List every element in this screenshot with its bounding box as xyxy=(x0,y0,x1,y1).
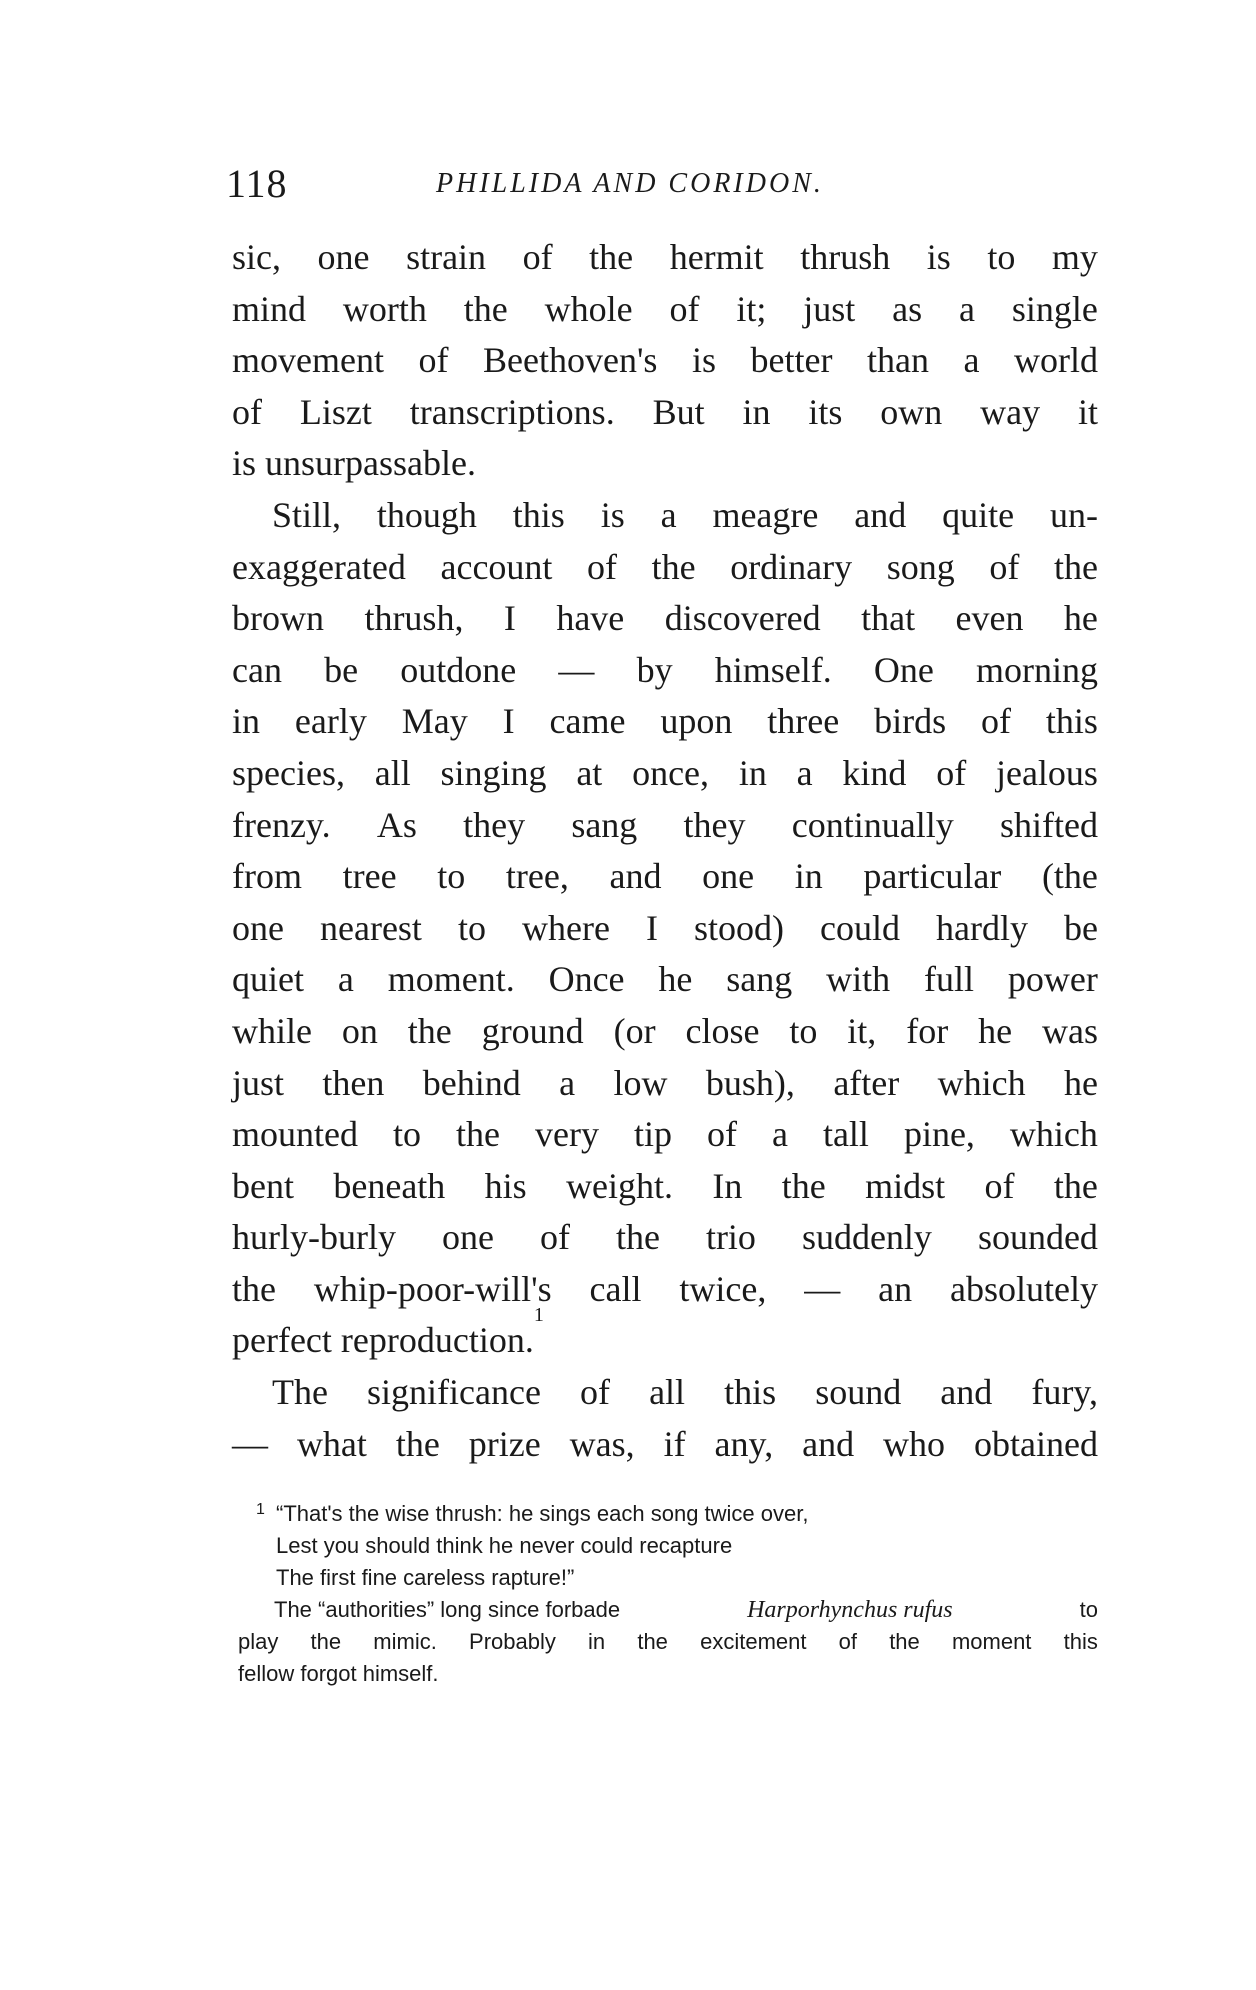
word: call xyxy=(589,1268,642,1309)
word: I xyxy=(645,907,658,948)
text-line xyxy=(232,645,1098,697)
footnote-verse-line xyxy=(238,1562,1098,1594)
word: discovered xyxy=(664,598,821,639)
word: one xyxy=(702,856,755,897)
word: tree xyxy=(342,856,397,897)
word: by xyxy=(636,649,673,690)
text-line: perfect reproduction. xyxy=(232,1320,534,1361)
word: the xyxy=(232,1268,276,1309)
word: the xyxy=(651,546,696,587)
text-line xyxy=(232,1212,1098,1264)
word: But xyxy=(652,391,705,432)
word: this xyxy=(1045,701,1098,742)
word: be xyxy=(324,649,359,690)
word: the xyxy=(310,1629,342,1654)
word: close xyxy=(685,1010,760,1051)
word: of xyxy=(539,1217,570,1258)
word: is xyxy=(691,340,716,381)
footnote-prose-line: fellow forgot himself. xyxy=(238,1661,439,1686)
word: nearest xyxy=(320,907,422,948)
word: Probably xyxy=(469,1629,556,1654)
word: Beethoven's xyxy=(483,340,658,381)
footnote-verse-line xyxy=(238,1498,1098,1530)
word: just xyxy=(232,1062,285,1103)
word: movement xyxy=(232,340,384,381)
word: — xyxy=(232,1423,268,1464)
page-number: 118 xyxy=(226,161,288,206)
word: way xyxy=(980,391,1041,432)
word: the xyxy=(463,288,508,329)
text-line xyxy=(232,954,1098,1006)
text-line xyxy=(232,1419,1098,1471)
word: worth xyxy=(342,288,427,329)
word: morning xyxy=(976,649,1098,690)
word: of xyxy=(580,1372,611,1413)
word: the xyxy=(1053,546,1098,587)
word: with xyxy=(826,959,891,1000)
word: fury, xyxy=(1031,1372,1098,1413)
footnote-prose-line xyxy=(238,1594,1098,1626)
word: jealous xyxy=(995,752,1098,793)
word: account xyxy=(440,546,553,587)
page-header xyxy=(226,160,1106,210)
word: he xyxy=(658,959,693,1000)
word: which xyxy=(1009,1114,1098,1155)
text-line: is unsurpassable. xyxy=(232,443,476,484)
word: he xyxy=(1064,1062,1098,1103)
word: meagre xyxy=(712,494,819,535)
word: obtained xyxy=(973,1423,1098,1464)
word: tree, xyxy=(505,856,569,897)
text-line xyxy=(232,1264,1098,1316)
word: trio xyxy=(705,1217,756,1258)
word: In xyxy=(712,1165,743,1206)
word: he xyxy=(1063,598,1098,639)
word: (or xyxy=(613,1010,656,1051)
word: mounted xyxy=(232,1114,358,1155)
word: of xyxy=(418,340,449,381)
word: bent xyxy=(232,1165,294,1206)
word: a xyxy=(559,1062,576,1103)
word: of xyxy=(980,701,1011,742)
footnote-verse-line xyxy=(238,1530,1098,1562)
word: sang xyxy=(726,959,793,1000)
word: mind xyxy=(232,288,307,329)
text-line xyxy=(232,232,1098,284)
word: kind xyxy=(842,752,907,793)
footnote-reference: 1 xyxy=(533,1304,544,1327)
word: one xyxy=(317,237,370,277)
word: could xyxy=(819,907,900,948)
word: of xyxy=(522,237,553,277)
word: mimic. xyxy=(373,1629,437,1654)
word: excitement xyxy=(700,1629,807,1654)
word: in xyxy=(588,1629,606,1654)
word: and xyxy=(802,1423,855,1464)
word: to xyxy=(392,1114,421,1155)
word: his xyxy=(484,1165,527,1206)
text-line xyxy=(232,800,1098,852)
word: quite xyxy=(942,494,1015,535)
word: of xyxy=(984,1165,1015,1206)
word: — xyxy=(558,649,595,690)
word: one xyxy=(232,907,284,948)
word: though xyxy=(376,494,477,535)
word: while xyxy=(232,1010,312,1051)
text-line xyxy=(232,1367,1098,1419)
word: behind xyxy=(422,1062,521,1103)
text-line xyxy=(232,1109,1098,1161)
word: continually xyxy=(791,804,954,845)
word: for xyxy=(906,1010,949,1051)
word: which xyxy=(937,1062,1026,1103)
word: species, xyxy=(232,752,345,793)
word: after xyxy=(833,1062,900,1103)
word: be xyxy=(1063,907,1098,948)
footnote-verse-text: The first fine careless rapture!” xyxy=(276,1565,575,1590)
word: tall xyxy=(822,1114,869,1155)
word: to xyxy=(987,237,1016,277)
word: absolutely xyxy=(950,1268,1098,1309)
word: of xyxy=(989,546,1020,587)
word: single xyxy=(1011,288,1098,329)
word: if xyxy=(663,1423,686,1464)
word: play xyxy=(238,1629,279,1654)
word: this xyxy=(512,494,565,535)
word: very xyxy=(534,1114,599,1155)
word: at xyxy=(576,752,603,793)
word: moment xyxy=(951,1629,1032,1654)
word: ground xyxy=(481,1010,584,1051)
word: was xyxy=(1041,1010,1098,1051)
running-title: PHILLIDA AND CORIDON. xyxy=(436,168,824,199)
word: pine, xyxy=(903,1114,975,1155)
word: shifted xyxy=(999,804,1098,845)
text-line xyxy=(232,748,1098,800)
word: better xyxy=(750,340,833,381)
text-line xyxy=(232,1006,1098,1058)
word: of xyxy=(232,391,262,432)
word: One xyxy=(873,649,934,690)
word: the xyxy=(407,1010,452,1051)
word: particular xyxy=(863,856,1002,897)
word: himself. xyxy=(714,649,832,690)
word: an xyxy=(878,1268,913,1309)
word: of xyxy=(587,546,618,587)
word: weight. xyxy=(566,1165,674,1206)
word: he xyxy=(978,1010,1013,1051)
word: the xyxy=(889,1629,920,1654)
word: just xyxy=(803,288,856,329)
text-line xyxy=(232,284,1098,336)
word: it; xyxy=(736,288,767,329)
word: the xyxy=(637,1629,668,1654)
word: outdone xyxy=(400,649,517,690)
word: own xyxy=(880,391,943,432)
text-line xyxy=(232,490,1098,542)
word: they xyxy=(463,804,526,845)
word: all xyxy=(374,752,411,793)
word: power xyxy=(1007,959,1098,1000)
word: can xyxy=(232,649,282,690)
word: what xyxy=(296,1423,367,1464)
word: in xyxy=(742,391,771,432)
word: I xyxy=(502,701,515,742)
word: to xyxy=(457,907,486,948)
word: thrush, xyxy=(364,598,464,639)
word: it xyxy=(1077,391,1098,432)
text-line xyxy=(232,387,1098,439)
word: a xyxy=(660,494,677,535)
word: have xyxy=(556,598,625,639)
word: was, xyxy=(569,1423,635,1464)
word: upon xyxy=(660,701,733,742)
text-line xyxy=(232,696,1098,748)
word: ordinary xyxy=(730,546,853,587)
word: early xyxy=(294,701,367,742)
word: on xyxy=(341,1010,378,1051)
word: of xyxy=(669,288,700,329)
text-line xyxy=(232,542,1098,594)
word: even xyxy=(955,598,1024,639)
word: frenzy. xyxy=(232,804,331,845)
word: quiet xyxy=(232,959,304,1000)
word: whole xyxy=(544,288,633,329)
word: hurly-burly xyxy=(232,1217,396,1258)
text-line xyxy=(232,1161,1098,1213)
word: significance xyxy=(367,1372,541,1413)
word: singing xyxy=(440,752,547,793)
word: May xyxy=(401,701,468,742)
footnote-prose-text: The “authorities” long since forbade xyxy=(274,1597,621,1622)
word: Still, xyxy=(272,494,342,535)
word: I xyxy=(503,598,516,639)
word: exaggerated xyxy=(232,546,406,587)
footnote-verse-text: “That's the wise thrush: he sings each song twice over, xyxy=(276,1501,809,1526)
word: brown xyxy=(232,598,324,639)
word: a xyxy=(963,340,980,381)
footnote-prose-text: to xyxy=(1079,1597,1098,1622)
word: and xyxy=(854,494,907,535)
word: in xyxy=(738,752,767,793)
word: from xyxy=(232,856,302,897)
word: than xyxy=(866,340,929,381)
word: of xyxy=(936,752,967,793)
text-line-with-footnote-ref xyxy=(232,1304,1098,1367)
word: beneath xyxy=(333,1165,446,1206)
word: un- xyxy=(1049,494,1098,535)
text-line xyxy=(232,851,1098,903)
word: in xyxy=(794,856,823,897)
word: sounded xyxy=(977,1217,1098,1258)
word: moment. xyxy=(387,959,515,1000)
word: midst xyxy=(865,1165,946,1206)
word: whip-poor-will's xyxy=(313,1268,552,1309)
word: one xyxy=(441,1217,494,1258)
word: and xyxy=(940,1372,993,1413)
text-line xyxy=(232,335,1098,387)
word: sang xyxy=(571,804,638,845)
text-line xyxy=(232,593,1098,645)
word: twice, xyxy=(679,1268,767,1309)
word: to xyxy=(437,856,466,897)
word: suddenly xyxy=(801,1217,932,1258)
word: the xyxy=(395,1423,440,1464)
word: low xyxy=(613,1062,668,1103)
word: it, xyxy=(847,1010,877,1051)
word: full xyxy=(924,959,975,1000)
word: as xyxy=(892,288,923,329)
word: then xyxy=(322,1062,385,1103)
word: once, xyxy=(632,752,710,793)
word: this xyxy=(1063,1629,1098,1654)
word: sic, xyxy=(232,237,281,277)
word: the xyxy=(456,1114,500,1155)
word: The xyxy=(272,1372,328,1413)
word: sound xyxy=(815,1372,902,1413)
word: of xyxy=(838,1629,858,1654)
word: stood) xyxy=(693,907,784,948)
word: that xyxy=(861,598,916,639)
word: (the xyxy=(1041,856,1098,897)
word: came xyxy=(549,701,626,742)
species-name: Harporhynchus rufus xyxy=(747,1597,953,1623)
word: and xyxy=(609,856,662,897)
footnote-prose-line xyxy=(238,1626,1098,1658)
word: the xyxy=(589,237,634,277)
word: Liszt xyxy=(299,391,372,432)
word: the xyxy=(781,1165,826,1206)
word: this xyxy=(724,1372,777,1413)
word: a xyxy=(337,959,354,1000)
text-line xyxy=(232,1058,1098,1110)
word: all xyxy=(649,1372,686,1413)
body-text xyxy=(232,232,1098,1470)
word: hermit xyxy=(669,237,764,277)
word: a xyxy=(959,288,975,329)
word: is xyxy=(926,237,951,277)
word: tip xyxy=(633,1114,672,1155)
word: the xyxy=(615,1217,660,1258)
word: bush), xyxy=(705,1062,795,1103)
word: As xyxy=(376,804,417,845)
word: to xyxy=(789,1010,818,1051)
word: a xyxy=(771,1114,788,1155)
footnote xyxy=(238,1498,1098,1690)
word: thrush xyxy=(800,237,891,277)
word: they xyxy=(683,804,746,845)
text-line xyxy=(232,903,1098,955)
word: strain xyxy=(406,237,487,277)
word: Once xyxy=(548,959,625,1000)
word: its xyxy=(808,391,843,432)
word: world xyxy=(1013,340,1098,381)
footnote-verse-text: Lest you should think he never could recapture xyxy=(276,1533,733,1558)
word: in xyxy=(232,701,261,742)
word: of xyxy=(706,1114,737,1155)
word: prize xyxy=(468,1423,541,1464)
word: the xyxy=(1053,1165,1098,1206)
word: is xyxy=(600,494,625,535)
word: hardly xyxy=(935,907,1028,948)
footnote-marker: 1 xyxy=(256,1501,265,1518)
word: — xyxy=(804,1268,841,1309)
word: my xyxy=(1051,237,1098,277)
word: where xyxy=(521,907,610,948)
word: a xyxy=(796,752,813,793)
word: birds xyxy=(874,701,947,742)
word: any, xyxy=(714,1423,774,1464)
word: who xyxy=(883,1423,946,1464)
word: song xyxy=(886,546,955,587)
word: transcriptions. xyxy=(409,391,615,432)
word: three xyxy=(767,701,840,742)
